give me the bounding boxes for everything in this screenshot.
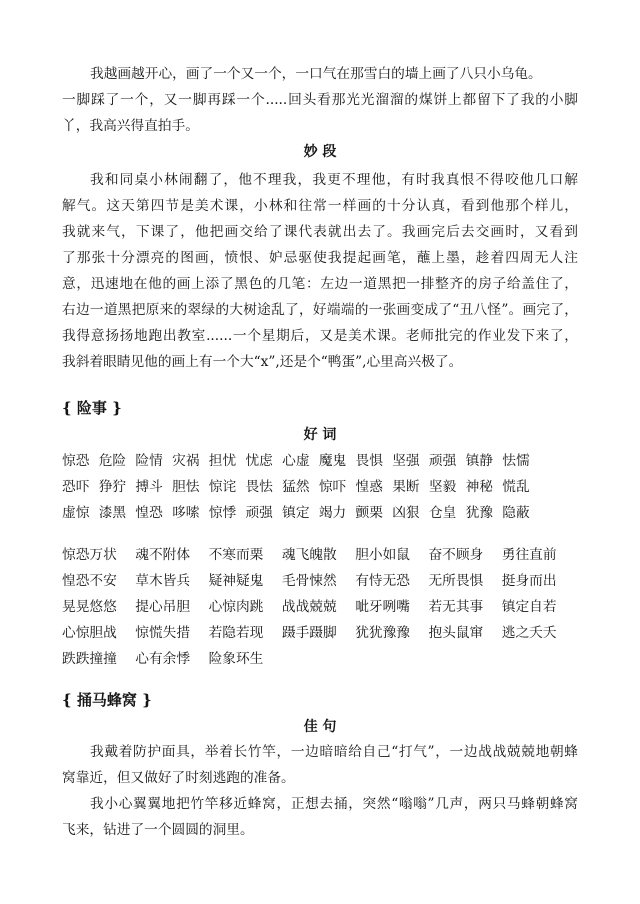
word-item: 危险 bbox=[98, 453, 127, 469]
word-list bbox=[62, 448, 578, 526]
idiom-item: 勇往直前 bbox=[501, 547, 557, 563]
idiom-row bbox=[62, 646, 578, 672]
idiom-item: 疑神疑鬼 bbox=[208, 573, 264, 589]
idiom-item: 无所畏惧 bbox=[428, 573, 484, 589]
idiom-row bbox=[62, 594, 578, 620]
sentence-paragraph bbox=[62, 791, 578, 843]
word-item: 果断 bbox=[392, 479, 420, 495]
word-item: 惊悸 bbox=[208, 505, 237, 521]
paragraph-line: 我斜着眼睛见他的画上有一个大“x”,还是个“鸭蛋”,心里高兴极了。 bbox=[62, 354, 463, 370]
idiom-item: 心惊胆战 bbox=[62, 625, 117, 641]
idiom-row bbox=[62, 542, 578, 568]
idiom-item: 蹑手蹑脚 bbox=[281, 625, 337, 641]
word-item: 犹豫 bbox=[465, 505, 493, 521]
word-item: 镇静 bbox=[465, 453, 493, 469]
word-item: 惊吓 bbox=[318, 479, 347, 495]
word-item: 顽强 bbox=[245, 505, 273, 521]
idiom-item: 不寒而栗 bbox=[208, 547, 264, 563]
word-row bbox=[62, 500, 578, 526]
paragraph-line: 我小心翼翼地把竹竿移近蜂窝，正想去捅，突然“嗡嗡”几声，两只马蜂朝蜂窝 bbox=[90, 796, 578, 812]
idiom-item: 草木皆兵 bbox=[135, 573, 191, 589]
topic-heading: { 捅马蜂窝 } bbox=[62, 691, 152, 709]
idiom-item: 胆小如鼠 bbox=[355, 547, 410, 563]
word-item: 坚强 bbox=[392, 453, 420, 469]
idiom-item: 晃晃悠悠 bbox=[62, 599, 117, 615]
idiom-item: 魂不附体 bbox=[135, 547, 191, 563]
idiom-item: 挺身而出 bbox=[501, 573, 557, 589]
word-item: 畏怯 bbox=[245, 479, 273, 495]
idiom-item: 若隐若现 bbox=[208, 625, 264, 641]
section-subheading: 好 词 bbox=[303, 427, 337, 443]
passage-paragraph bbox=[62, 167, 578, 375]
word-item: 仓皇 bbox=[428, 505, 457, 521]
idiom-item: 犹犹豫豫 bbox=[355, 625, 410, 641]
idiom-item: 险象环生 bbox=[208, 651, 264, 667]
intro-paragraph bbox=[62, 61, 578, 139]
word-item: 虚惊 bbox=[62, 505, 90, 521]
word-item: 畏惧 bbox=[355, 453, 383, 469]
idiom-list bbox=[62, 542, 578, 672]
paragraph-line: 我戴着防护面具，举着长竹竿，一边暗暗给自己“打气”，一边战战兢兢地朝蜂 bbox=[90, 744, 578, 760]
paragraph-line: 我和同桌小林闹翻了，他不理我，我更不理他，有时我真恨不得咬他几口解 bbox=[90, 172, 578, 188]
idiom-item: 惊慌失措 bbox=[135, 625, 191, 641]
word-item: 漆黑 bbox=[98, 505, 127, 521]
idiom-item: 战战兢兢 bbox=[281, 599, 337, 615]
word-item: 胆怯 bbox=[172, 479, 200, 495]
word-item: 顽强 bbox=[428, 453, 457, 469]
idiom-item: 提心吊胆 bbox=[135, 599, 191, 615]
section-heading: 妙 段 bbox=[303, 144, 337, 160]
paragraph-line: 了那张十分漂亮的图画，愤恨、妒忌驱使我提起画笔，蘸上墨，趁着四周无人注 bbox=[62, 250, 578, 266]
sentence-paragraph bbox=[62, 739, 578, 791]
word-item: 竭力 bbox=[318, 505, 347, 521]
word-item: 惶惑 bbox=[355, 479, 383, 495]
paragraph-line: 我越画越开心，画了一个又一个，一口气在那雪白的墙上画了八只小乌龟。 bbox=[90, 66, 542, 82]
word-item: 颤栗 bbox=[355, 505, 383, 521]
word-item: 恐吓 bbox=[62, 479, 90, 495]
idiom-item: 心惊肉跳 bbox=[208, 599, 264, 615]
word-item: 坚毅 bbox=[428, 479, 457, 495]
idiom-item: 奋不顾身 bbox=[428, 547, 484, 563]
idiom-item: 抱头鼠窜 bbox=[428, 625, 484, 641]
paragraph-line: 一脚踩了一个，又一脚再踩一个.....回头看那光光溜溜的煤饼上都留下了我的小脚 bbox=[62, 92, 578, 108]
paragraph-line: 右边一道黑把原来的翠绿的大树途乱了，好端端的一张画变成了“丑八怪”。画完了， bbox=[62, 302, 578, 318]
idiom-row bbox=[62, 620, 578, 646]
word-item: 险情 bbox=[135, 453, 163, 469]
word-item: 惊诧 bbox=[208, 479, 237, 495]
word-item: 惶恐 bbox=[135, 505, 163, 521]
idiom-item: 若无其事 bbox=[428, 599, 484, 615]
word-item: 隐蔽 bbox=[502, 505, 530, 521]
word-item: 猛然 bbox=[282, 479, 310, 495]
word-item: 惊恐 bbox=[62, 453, 90, 469]
paragraph-line: 我就来气，下课了，他把画交给了课代表就出去了。我画完后去交画时，又看到 bbox=[62, 224, 578, 240]
word-item: 怯懦 bbox=[502, 453, 530, 469]
word-item: 哆嗦 bbox=[172, 505, 200, 521]
paragraph-line: 窝靠近，但又做好了时刻逃跑的准备。 bbox=[62, 770, 295, 786]
word-item: 搏斗 bbox=[135, 479, 163, 495]
idiom-item: 惊恐万状 bbox=[62, 547, 117, 563]
idiom-item: 惶恐不安 bbox=[62, 573, 117, 589]
idiom-item: 毛骨悚然 bbox=[281, 573, 337, 589]
sentence-list bbox=[62, 739, 578, 843]
idiom-item: 镇定自若 bbox=[501, 599, 557, 615]
section-subheading: 佳 句 bbox=[303, 719, 337, 735]
idiom-item: 有恃无恐 bbox=[355, 573, 410, 589]
word-item: 凶狠 bbox=[392, 505, 420, 521]
idiom-item: 呲牙咧嘴 bbox=[355, 599, 410, 615]
word-item: 灾祸 bbox=[172, 453, 200, 469]
idiom-item: 心有余悸 bbox=[135, 651, 191, 667]
word-row bbox=[62, 474, 578, 500]
word-item: 忧虑 bbox=[245, 453, 273, 469]
word-item: 慌乱 bbox=[502, 479, 530, 495]
word-row bbox=[62, 448, 578, 474]
word-item: 心虚 bbox=[282, 453, 310, 469]
idiom-row bbox=[62, 568, 578, 594]
word-item: 担忧 bbox=[208, 453, 237, 469]
topic-heading: { 险事 } bbox=[62, 399, 122, 417]
paragraph-line: 我得意扬扬地跑出教室......一个星期后，又是美术课。老师批完的作业发下来了， bbox=[62, 328, 578, 344]
word-item: 魔鬼 bbox=[318, 453, 347, 469]
word-item: 镇定 bbox=[282, 505, 310, 521]
paragraph-line: 解气。这天第四节是美术课，小林和往常一样画的十分认真，看到他那个样儿， bbox=[62, 198, 578, 214]
idiom-item: 逃之夭夭 bbox=[501, 625, 557, 641]
paragraph-line: 丫，我高兴得直拍手。 bbox=[62, 118, 199, 134]
idiom-item: 跌跌撞撞 bbox=[62, 651, 117, 667]
paragraph-line: 飞来，钻进了一个圆圆的洞里。 bbox=[62, 822, 254, 838]
idiom-item: 魂飞魄散 bbox=[281, 547, 337, 563]
paragraph-line: 意，迅速地在他的画上添了黑色的几笔：左边一道黑把一排整齐的房子给盖住了， bbox=[62, 276, 578, 292]
word-item: 狰狞 bbox=[98, 479, 127, 495]
word-item: 神秘 bbox=[465, 479, 493, 495]
